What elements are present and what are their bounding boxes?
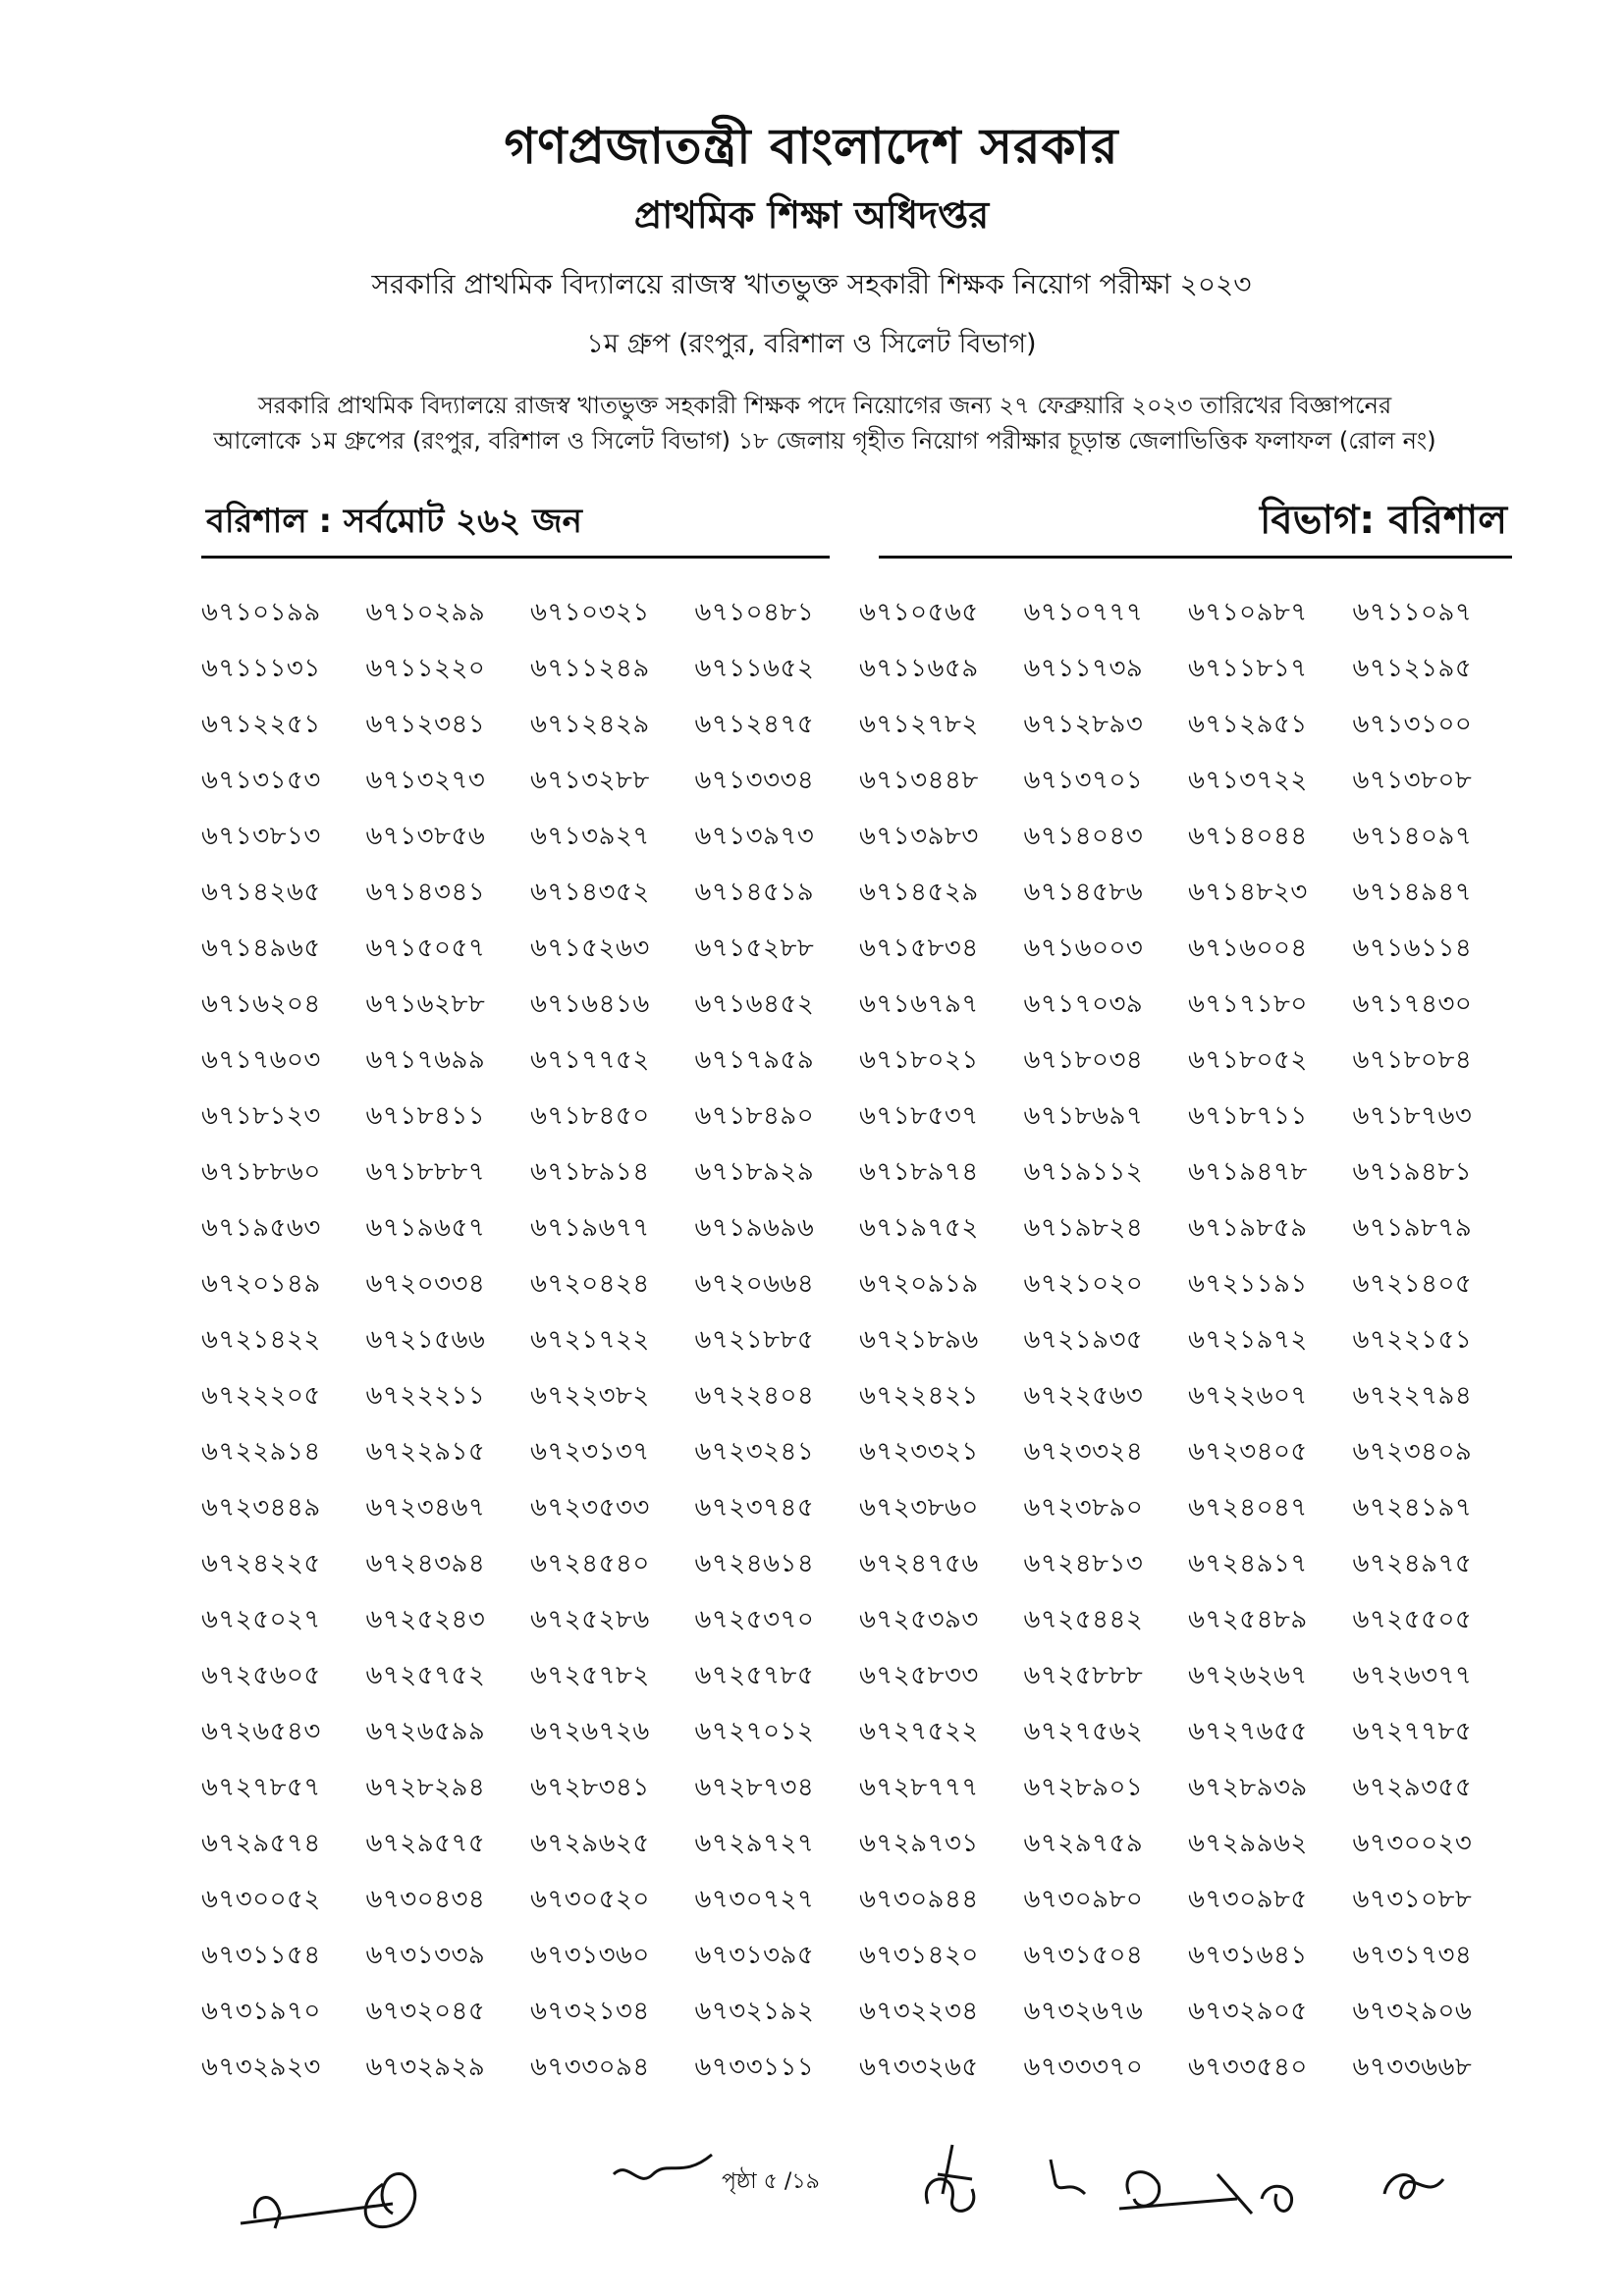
roll-number: ৬৭৩২১৯২ [694, 1997, 815, 2026]
roll-number: ৬৭২২৯১৫ [365, 1437, 486, 1467]
government-title: গণপ্রজাতন্ত্রী বাংলাদেশ সরকার [504, 118, 1119, 175]
roll-number: ৬৭১৮০৮৪ [1352, 1045, 1473, 1075]
heading-underline-left [201, 556, 830, 559]
signature-2 [609, 2145, 717, 2204]
roll-number: ৬৭১২৩৪১ [365, 710, 486, 739]
roll-number: ৬৭৩১০৮৮ [1352, 1885, 1473, 1914]
roll-number: ৬৭২৮৩৪১ [530, 1773, 650, 1802]
roll-number: ৬৭৩৩৩৭০ [1023, 2053, 1144, 2082]
roll-number: ৬৭২৪৯১৭ [1188, 1549, 1308, 1578]
roll-number: ৬৭২২৩৮২ [530, 1381, 650, 1411]
roll-number: ৬৭১৫২৮৮ [694, 934, 815, 963]
roll-number: ৬৭২৩২৪১ [694, 1437, 815, 1467]
roll-number: ৬৭৩১৩৩৯ [365, 1941, 486, 1970]
roll-number: ৬৭২৩৪০৯ [1352, 1437, 1473, 1467]
roll-number: ৬৭১৯৭৫২ [859, 1213, 979, 1243]
roll-number: ৬৭১৬৪১৬ [530, 989, 650, 1019]
roll-number: ৬৭২২১৫১ [1352, 1325, 1473, 1355]
roll-number: ৬৭২৯৭৫৯ [1023, 1829, 1144, 1858]
roll-number: ৬৭২১৯৩৫ [1023, 1325, 1144, 1355]
signature-3 [913, 2135, 992, 2223]
roll-number: ৬৭১১২২০ [365, 654, 486, 683]
roll-number: ৬৭২২৬০৭ [1188, 1381, 1308, 1411]
roll-number: ৬৭২৫৭৮৫ [694, 1661, 815, 1690]
roll-number: ৬৭১৬২৮৮ [365, 989, 486, 1019]
roll-number: ৬৭১৮৬৯৭ [1023, 1101, 1144, 1131]
roll-number: ৬৭২৮৭৩৪ [694, 1773, 815, 1802]
roll-number: ৬৭১৪৩৫২ [530, 878, 650, 907]
roll-number: ৬৭১৯৬৫৭ [365, 1213, 486, 1243]
roll-number: ৬৭২৩৮৬০ [859, 1493, 979, 1522]
roll-number: ৬৭১২১৯৫ [1352, 654, 1473, 683]
roll-number: ৬৭১৮০৩৪ [1023, 1045, 1144, 1075]
roll-number: ৬৭২১১৯১ [1188, 1269, 1308, 1299]
roll-number: ৬৭২৪৮১৩ [1023, 1549, 1144, 1578]
notice-line-1: সরকারি প্রাথমিক বিদ্যালয়ে রাজস্ব খাতভুক্ত সহকারী শিক্ষক পদে নিয়োগের জন্য ২৭ ফেব্রুয়ারি ২০২৩ তারিখের বিজ্ঞাপনের [257, 392, 1392, 419]
roll-number: ৬৭৩৩০৯৪ [530, 2053, 650, 2082]
roll-number: ৬৭১৮০২১ [859, 1045, 979, 1075]
roll-number: ৬৭২২২১১ [365, 1381, 486, 1411]
signature-1 [236, 2145, 471, 2243]
roll-number: ৬৭১১৬৫৯ [859, 654, 979, 683]
roll-number: ৬৭২৬২৬৭ [1188, 1661, 1308, 1690]
roll-number: ৬৭২৭৫৬২ [1023, 1717, 1144, 1746]
roll-number: ৬৭১৩৮০৮ [1352, 766, 1473, 795]
roll-number: ৬৭২৪৭৫৬ [859, 1549, 979, 1578]
roll-number: ৬৭২৯৯৬২ [1188, 1829, 1308, 1858]
roll-number: ৬৭১২৪২৯ [530, 710, 650, 739]
roll-number: ৬৭১৭৬৯৯ [365, 1045, 486, 1075]
roll-number: ৬৭২৭৬৫৫ [1188, 1717, 1308, 1746]
roll-number: ৬৭২৬৫৪৩ [201, 1717, 321, 1746]
roll-number: ৬৭১৮৮৮৭ [365, 1157, 486, 1187]
group-title: ১ম গ্রুপ (রংপুর, বরিশাল ও সিলেট বিভাগ) [586, 329, 1037, 359]
roll-number: ৬৭৩২৬৭৬ [1023, 1997, 1144, 2026]
roll-number: ৬৭৩১১৫৪ [201, 1941, 321, 1970]
roll-number: ৬৭৩০৯৮০ [1023, 1885, 1144, 1914]
roll-number: ৬৭৩২০৪৫ [365, 1997, 486, 2026]
roll-number: ৬৭১৪৫২৯ [859, 878, 979, 907]
roll-number: ৬৭১০১৯৯ [201, 598, 321, 627]
roll-number: ৬৭২০৯১৯ [859, 1269, 979, 1299]
roll-number: ৬৭২৬৫৯৯ [365, 1717, 486, 1746]
roll-number: ৬৭৩২৯০৫ [1188, 1997, 1308, 2026]
department-title: প্রাথমিক শিক্ষা অধিদপ্তর [633, 193, 990, 237]
roll-number: ৬৭১৮৭১১ [1188, 1101, 1308, 1131]
roll-number: ৬৭১৭৭৫২ [530, 1045, 650, 1075]
roll-number: ৬৭১২৯৫১ [1188, 710, 1308, 739]
roll-number: ৬৭৩০৭২৭ [694, 1885, 815, 1914]
roll-number: ৬৭১৪৯৬৫ [201, 934, 321, 963]
roll-number: ৬৭১২৮৯৩ [1023, 710, 1144, 739]
roll-number: ৬৭১৯৮৫৯ [1188, 1213, 1308, 1243]
roll-number: ৬৭২৫৩৯৩ [859, 1605, 979, 1634]
notice-line-2: আলোকে ১ম গ্রুপের (রংপুর, বরিশাল ও সিলেট বিভাগ) ১৮ জেলায় গৃহীত নিয়োগ পরীক্ষার চূড়ান্ত জেলাভিত্তিক ফলাফল (রোল নং) [213, 427, 1436, 454]
roll-number: ৬৭১৮১২৩ [201, 1101, 321, 1131]
roll-number: ৬৭১৯৪৮১ [1352, 1157, 1473, 1187]
roll-number: ৬৭৩২২৩৪ [859, 1997, 979, 2026]
roll-number: ৬৭১৩৮১৩ [201, 822, 321, 851]
roll-number: ৬৭১৯৮৭৯ [1352, 1213, 1473, 1243]
roll-number: ৬৭৩২১৩৪ [530, 1997, 650, 2026]
roll-number: ৬৭১২৪৭৫ [694, 710, 815, 739]
roll-number: ৬৭২৭৭৮৫ [1352, 1717, 1473, 1746]
roll-number: ৬৭২৫৫০৫ [1352, 1605, 1473, 1634]
roll-number: ৬৭৩১৩৯৫ [694, 1941, 815, 1970]
roll-number: ৬৭২৫২৮৬ [530, 1605, 650, 1634]
notice-paragraph [187, 388, 1463, 458]
roll-number: ৬৭১৪৫১৯ [694, 878, 815, 907]
roll-number: ৬৭১৭৬০৩ [201, 1045, 321, 1075]
roll-number: ৬৭২২৭৯৪ [1352, 1381, 1473, 1411]
roll-number: ৬৭২৬৩৭৭ [1352, 1661, 1473, 1690]
roll-number: ৬৭২১৮৮৫ [694, 1325, 815, 1355]
roll-number: ৬৭১৪০৪৪ [1188, 822, 1308, 851]
roll-number: ৬৭২৬৭২৬ [530, 1717, 650, 1746]
roll-number: ৬৭১১২৪৯ [530, 654, 650, 683]
roll-number: ৬৭২৮৯০১ [1023, 1773, 1144, 1802]
roll-number: ৬৭২২৯১৪ [201, 1437, 321, 1467]
roll-number: ৬৭২৩৩২১ [859, 1437, 979, 1467]
roll-number: ৬৭২২৫৬৩ [1023, 1381, 1144, 1411]
roll-number: ৬৭২১৯৭২ [1188, 1325, 1308, 1355]
roll-number: ৬৭১৪০৪৩ [1023, 822, 1144, 851]
roll-number: ৬৭১০৪৮১ [694, 598, 815, 627]
roll-number-grid [201, 592, 1517, 2103]
roll-number: ৬৭৩৩৫৪০ [1188, 2053, 1308, 2082]
roll-number: ৬৭২৮৯৩৯ [1188, 1773, 1308, 1802]
roll-number: ৬৭২৮২৯৪ [365, 1773, 486, 1802]
roll-number: ৬৭১৪০৯৭ [1352, 822, 1473, 851]
roll-number: ৬৭১৬২০৪ [201, 989, 321, 1019]
roll-number: ৬৭৩০৯৮৫ [1188, 1885, 1308, 1914]
roll-number: ৬৭১৩৯২৭ [530, 822, 650, 851]
roll-number: ৬৭২০৬৬৪ [694, 1269, 815, 1299]
roll-number: ৬৭২৭৫২২ [859, 1717, 979, 1746]
roll-number: ৬৭২৫৪৮৯ [1188, 1605, 1308, 1634]
roll-number: ৬৭২৯৩৫৫ [1352, 1773, 1473, 1802]
roll-number: ৬৭১৯৫৬৩ [201, 1213, 321, 1243]
roll-number: ৬৭৩১৪২০ [859, 1941, 979, 1970]
roll-number: ৬৭১৩১৫৩ [201, 766, 321, 795]
roll-number: ৬৭২৫৪৪২ [1023, 1605, 1144, 1634]
roll-number: ৬৭৩০৯৪৪ [859, 1885, 979, 1914]
roll-number: ৬৭১৮৯৭৪ [859, 1157, 979, 1187]
roll-number: ৬৭২৯৫৭৫ [365, 1829, 486, 1858]
roll-number: ৬৭২৯৭২৭ [694, 1829, 815, 1858]
roll-number: ৬৭৩২৯২৯ [365, 2053, 486, 2082]
roll-number: ৬৭৩১৯৭০ [201, 1997, 321, 2026]
roll-number: ৬৭১৫৮৩৪ [859, 934, 979, 963]
roll-number: ৬৭২০১৪৯ [201, 1269, 321, 1299]
roll-number: ৬৭১৮৯২৯ [694, 1157, 815, 1187]
roll-number: ৬৭১১৬৫২ [694, 654, 815, 683]
roll-number: ৬৭১৪৯৪৭ [1352, 878, 1473, 907]
roll-number: ৬৭২৩৮৯০ [1023, 1493, 1144, 1522]
roll-number: ৬৭২৩৪৪৯ [201, 1493, 321, 1522]
roll-number: ৬৭২৫৩৭০ [694, 1605, 815, 1634]
roll-number: ৬৭২৯৬২৫ [530, 1829, 650, 1858]
roll-number: ৬৭২৪৯৭৫ [1352, 1549, 1473, 1578]
roll-number: ৬৭১২৭৮২ [859, 710, 979, 739]
roll-number: ৬৭১৩৯৮৩ [859, 822, 979, 851]
roll-number: ৬৭১৯৮২৪ [1023, 1213, 1144, 1243]
roll-number: ৬৭১৪৫৮৬ [1023, 878, 1144, 907]
roll-number: ৬৭১৭০৩৯ [1023, 989, 1144, 1019]
roll-number: ৬৭১৯৬৭৭ [530, 1213, 650, 1243]
roll-number: ৬৭২৪৩৯৪ [365, 1549, 486, 1578]
roll-number: ৬৭১০২৯৯ [365, 598, 486, 627]
roll-number: ৬৭২৪৫৪০ [530, 1549, 650, 1578]
roll-number: ৬৭৩৩৬৬৮ [1352, 2053, 1473, 2082]
roll-number: ৬৭২৭৮৫৭ [201, 1773, 321, 1802]
roll-number: ৬৭৩০৫২০ [530, 1885, 650, 1914]
exam-title: সরকারি প্রাথমিক বিদ্যালয়ে রাজস্ব খাতভুক্ত সহকারী শিক্ষক নিয়োগ পরীক্ষা ২০২৩ [371, 268, 1252, 300]
roll-number: ৬৭২৮৭৭৭ [859, 1773, 979, 1802]
roll-number: ৬৭৩১৩৬০ [530, 1941, 650, 1970]
roll-number: ৬৭২৩১৩৭ [530, 1437, 650, 1467]
roll-number: ৬৭১৪২৬৫ [201, 878, 321, 907]
roll-number: ৬৭২১৪০৫ [1352, 1269, 1473, 1299]
roll-number: ৬৭১১৭৩৯ [1023, 654, 1144, 683]
roll-number: ৬৭২২৪০৪ [694, 1381, 815, 1411]
roll-number: ৬৭২১৪২২ [201, 1325, 321, 1355]
roll-number: ৬৭২০৪২৪ [530, 1269, 650, 1299]
roll-number: ৬৭৩১৫০৪ [1023, 1941, 1144, 1970]
roll-number: ৬৭২৩৫৩৩ [530, 1493, 650, 1522]
roll-number: ৬৭২২৪২১ [859, 1381, 979, 1411]
district-total-heading: বরিশাল : সর্বমোট ২৬২ জন [206, 502, 582, 541]
roll-number: ৬৭২৪১৯৭ [1352, 1493, 1473, 1522]
roll-number: ৬৭৩১৭৩৪ [1352, 1941, 1473, 1970]
roll-number: ৬৭২৩৭৪৫ [694, 1493, 815, 1522]
roll-number: ৬৭২৩৪০৫ [1188, 1437, 1308, 1467]
roll-number: ৬৭১৩৪৪৮ [859, 766, 979, 795]
roll-number: ৬৭১৫২৬৩ [530, 934, 650, 963]
roll-number: ৬৭২১০২০ [1023, 1269, 1144, 1299]
roll-number: ৬৭১১১৩১ [201, 654, 321, 683]
roll-number: ৬৭১৫০৫৭ [365, 934, 486, 963]
roll-number: ৬৭১৬৭৯৭ [859, 989, 979, 1019]
roll-number: ৬৭১০৭৭৭ [1023, 598, 1144, 627]
roll-number: ৬৭৩০৪৩৪ [365, 1885, 486, 1914]
roll-number: ৬৭১১৮১৭ [1188, 654, 1308, 683]
roll-number: ৬৭১৩২৮৮ [530, 766, 650, 795]
roll-number: ৬৭১০৫৬৫ [859, 598, 979, 627]
roll-number: ৬৭১০৯৮৭ [1188, 598, 1308, 627]
page-number: পৃষ্ঠা ৫ /১৯ [722, 2169, 820, 2194]
roll-number: ৬৭১৬৪৫২ [694, 989, 815, 1019]
roll-number: ৬৭২৭০১২ [694, 1717, 815, 1746]
roll-number: ৬৭১৪৮২৩ [1188, 878, 1308, 907]
roll-number: ৬৭১৮৭৬৩ [1352, 1101, 1473, 1131]
roll-number: ৬৭২৪০৪৭ [1188, 1493, 1308, 1522]
roll-number: ৬৭২৫০২৭ [201, 1605, 321, 1634]
signature-5 [1375, 2155, 1453, 2214]
roll-number: ৬৭২০৩৩৪ [365, 1269, 486, 1299]
roll-number: ৬৭১৬০০৩ [1023, 934, 1144, 963]
roll-number: ৬৭২১৫৬৬ [365, 1325, 486, 1355]
heading-underline-right [879, 556, 1512, 559]
roll-number: ৬৭১৮৮৬০ [201, 1157, 321, 1187]
roll-number: ৬৭১৩৯৭৩ [694, 822, 815, 851]
roll-number: ৬৭২১৭২২ [530, 1325, 650, 1355]
roll-number: ৬৭২৫৭৮২ [530, 1661, 650, 1690]
roll-number: ৬৭২৫৬০৫ [201, 1661, 321, 1690]
roll-number: ৬৭৩২৯০৬ [1352, 1997, 1473, 2026]
roll-number: ৬৭২৪২২৫ [201, 1549, 321, 1578]
roll-number: ৬৭১৯৬৯৬ [694, 1213, 815, 1243]
roll-number: ৬৭১৩৮৫৬ [365, 822, 486, 851]
roll-number: ৬৭২৫৮৩৩ [859, 1661, 979, 1690]
roll-number: ৬৭১৮০৫২ [1188, 1045, 1308, 1075]
roll-number: ৬৭১০৩২১ [530, 598, 650, 627]
roll-number: ৬৭৩৩২৬৫ [859, 2053, 979, 2082]
roll-number: ৬৭১১০৯৭ [1352, 598, 1473, 627]
roll-number: ৬৭২৩৩২৪ [1023, 1437, 1144, 1467]
roll-number: ৬৭২৯৫৭৪ [201, 1829, 321, 1858]
roll-number: ৬৭২১৮৯৬ [859, 1325, 979, 1355]
roll-number: ৬৭১৩৩৩৪ [694, 766, 815, 795]
roll-number: ৬৭১৮৪১১ [365, 1101, 486, 1131]
division-heading: বিভাগ: বরিশাল [1259, 498, 1507, 543]
roll-number: ৬৭১৮৪৯০ [694, 1101, 815, 1131]
roll-number: ৬৭২৯৭৩১ [859, 1829, 979, 1858]
roll-number: ৬৭৩২৯২৩ [201, 2053, 321, 2082]
roll-number: ৬৭২৫২৪৩ [365, 1605, 486, 1634]
roll-number: ৬৭১২২৫১ [201, 710, 321, 739]
roll-number: ৬৭২৩৪৬৭ [365, 1493, 486, 1522]
roll-number: ৬৭১৯৪৭৮ [1188, 1157, 1308, 1187]
roll-number: ৬৭১৮৪৫০ [530, 1101, 650, 1131]
roll-number: ৬৭১৩৭০১ [1023, 766, 1144, 795]
roll-number: ৬৭২৫৭৫২ [365, 1661, 486, 1690]
roll-number: ৬৭২৫৮৮৮ [1023, 1661, 1144, 1690]
roll-number: ৬৭১৩১০০ [1352, 710, 1473, 739]
roll-number: ৬৭৩০০৫২ [201, 1885, 321, 1914]
roll-number: ৬৭৩০০২৩ [1352, 1829, 1473, 1858]
roll-number: ৬৭১৪৩৪১ [365, 878, 486, 907]
roll-number: ৬৭১৯১১২ [1023, 1157, 1144, 1187]
roll-number: ৬৭১৬১১৪ [1352, 934, 1473, 963]
roll-number: ৬৭১৬০০৪ [1188, 934, 1308, 963]
roll-number: ৬৭১৭৯৫৯ [694, 1045, 815, 1075]
roll-number: ৬৭১৮৯১৪ [530, 1157, 650, 1187]
roll-number: ৬৭১৮৫৩৭ [859, 1101, 979, 1131]
roll-number: ৬৭৩১৬৪১ [1188, 1941, 1308, 1970]
signature-4 [1041, 2140, 1316, 2228]
roll-number: ৬৭৩৩১১১ [694, 2053, 815, 2082]
roll-number: ৬৭২২২০৫ [201, 1381, 321, 1411]
roll-number: ৬৭১৩২৭৩ [365, 766, 486, 795]
roll-number: ৬৭১৭১৮০ [1188, 989, 1308, 1019]
roll-number: ৬৭২৪৬১৪ [694, 1549, 815, 1578]
roll-number: ৬৭১৩৭২২ [1188, 766, 1308, 795]
roll-number: ৬৭১৭৪৩০ [1352, 989, 1473, 1019]
